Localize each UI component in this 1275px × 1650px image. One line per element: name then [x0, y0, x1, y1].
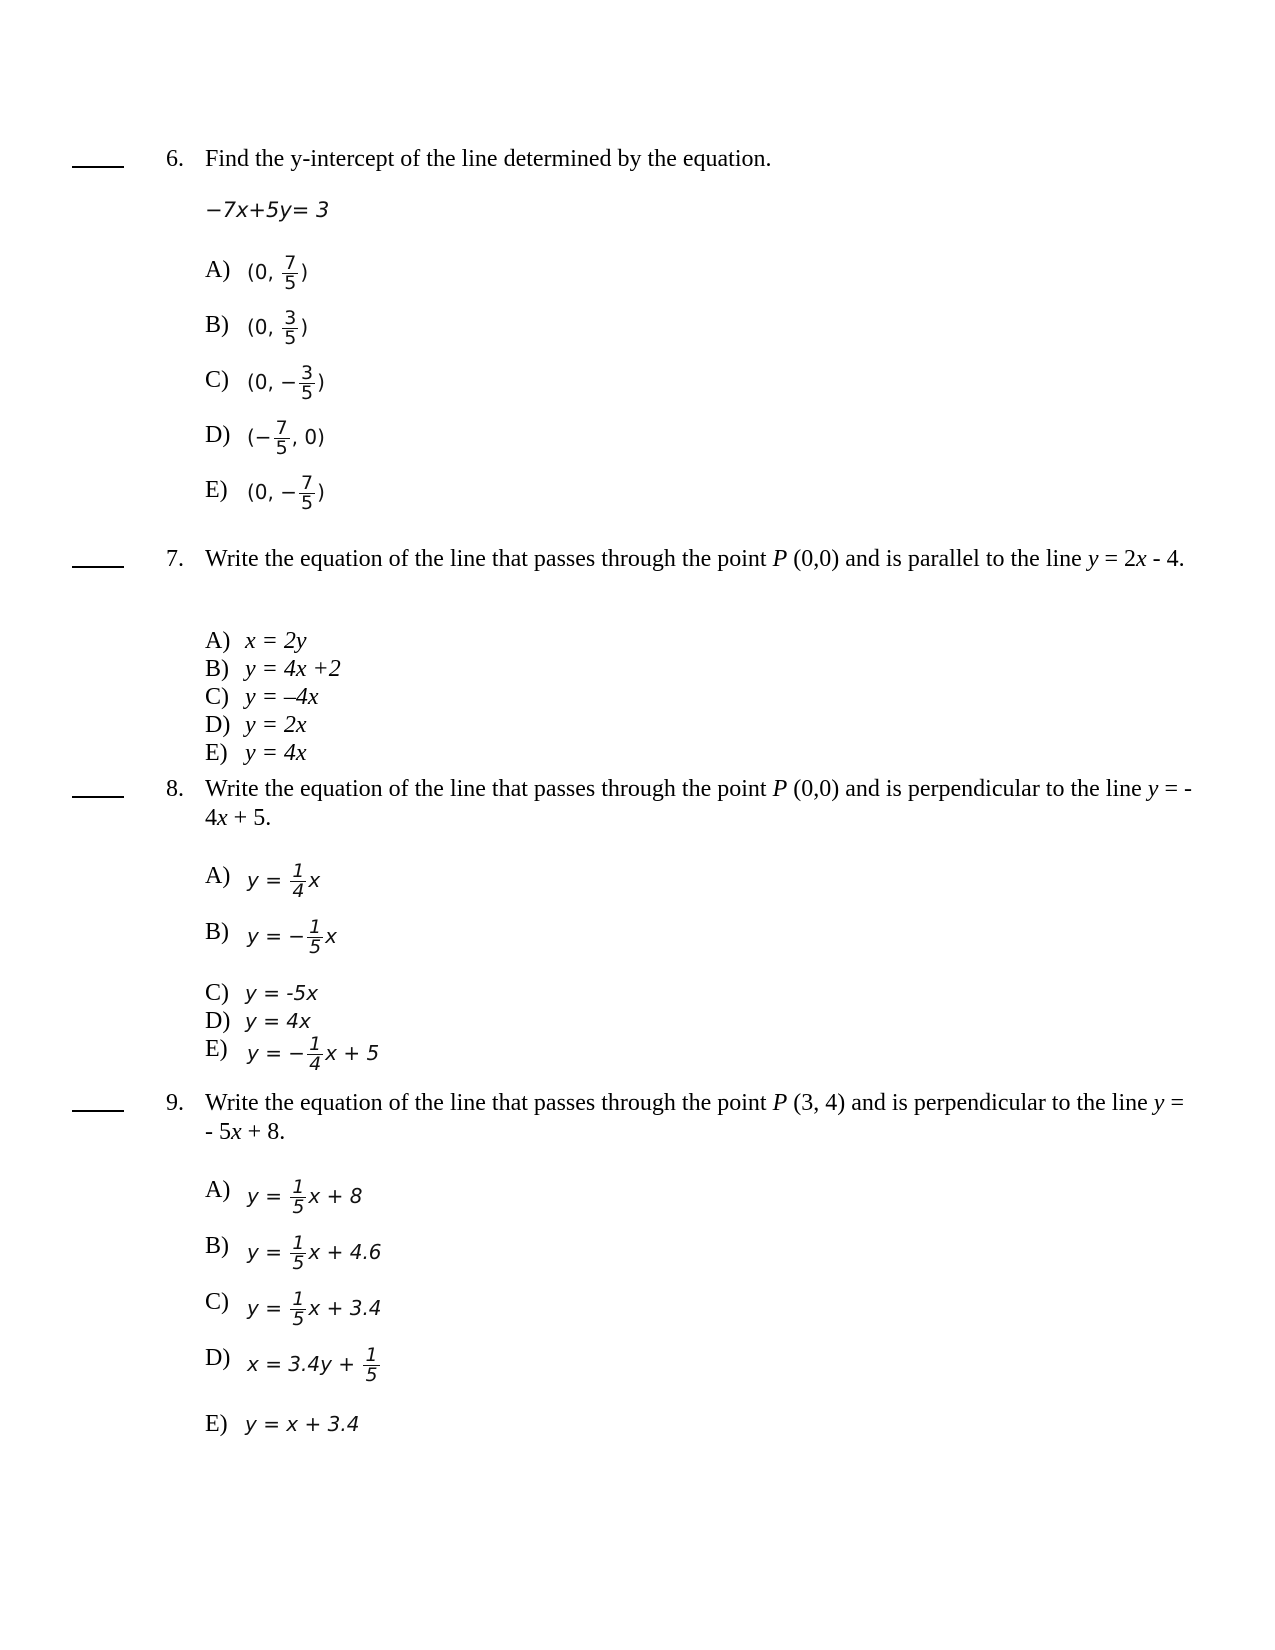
option-text: y = –4x: [245, 684, 319, 710]
option-e-math: (0, − $\frac{7}{5}$ ): [247, 472, 325, 514]
option-e[interactable]: [205, 1035, 245, 1063]
option-d[interactable]: [205, 1007, 311, 1035]
option-letter: E): [205, 1036, 228, 1062]
question-number: 6.: [166, 146, 184, 172]
option-a[interactable]: [205, 627, 307, 655]
question-number: 7.: [166, 546, 184, 572]
option-letter: A): [205, 1177, 231, 1203]
option-letter: C): [205, 367, 229, 393]
option-text: y = 4x: [245, 1009, 311, 1033]
option-letter: C): [205, 980, 229, 1006]
option-letter: E): [205, 740, 228, 766]
option-b-math: (0, $\frac{3}{5}$ ): [247, 307, 309, 349]
answer-blank[interactable]: [72, 796, 124, 798]
option-a-math: (0, $\frac{7}{5}$ ): [247, 252, 309, 294]
question-number: 8.: [166, 776, 184, 802]
question-stem: Find the y-intercept of the line determined by the equation.: [205, 146, 772, 172]
option-text: y = x + 3.4: [245, 1412, 360, 1436]
option-c[interactable]: [205, 366, 245, 394]
option-c[interactable]: [205, 683, 319, 711]
option-e-math: y = − $\frac{1}{4}$ x + 5: [247, 1033, 380, 1075]
option-text: y = 4x +2: [245, 656, 341, 682]
question-equation: −7x+5y= 3: [205, 198, 330, 222]
option-c[interactable]: [205, 979, 318, 1007]
option-c-math: y = $\frac{1}{5}$ x + 3.4: [247, 1288, 382, 1330]
option-letter: B): [205, 312, 229, 338]
option-a-math: y = $\frac{1}{5}$ x + 8: [247, 1176, 363, 1218]
option-letter: B): [205, 919, 229, 945]
option-d[interactable]: [205, 1344, 245, 1372]
option-d-math: (− $\frac{7}{5}$ , 0): [247, 417, 325, 459]
option-letter: E): [205, 1411, 228, 1437]
option-letter: D): [205, 422, 231, 448]
option-b[interactable]: [205, 655, 341, 683]
option-text: y = 2x: [245, 712, 307, 738]
option-e[interactable]: [205, 739, 307, 767]
option-letter: D): [205, 712, 231, 738]
option-b[interactable]: [205, 311, 245, 339]
option-a[interactable]: [205, 862, 245, 890]
option-b[interactable]: [205, 918, 245, 946]
option-letter: B): [205, 656, 229, 682]
option-a-math: y = $\frac{1}{4}$ x: [247, 860, 321, 902]
option-letter: D): [205, 1345, 231, 1371]
option-c-math: (0, − $\frac{3}{5}$ ): [247, 362, 325, 404]
option-d[interactable]: [205, 711, 307, 739]
option-e[interactable]: [205, 1410, 359, 1438]
question-number: 9.: [166, 1090, 184, 1116]
option-b-math: y = − $\frac{1}{5}$ x: [247, 916, 338, 958]
option-a[interactable]: [205, 1176, 245, 1204]
answer-blank[interactable]: [72, 1110, 124, 1112]
option-letter: A): [205, 628, 231, 654]
option-letter: C): [205, 1289, 229, 1315]
option-letter: D): [205, 1008, 231, 1034]
option-letter: C): [205, 684, 229, 710]
option-text: x = 2y: [245, 628, 307, 654]
option-b[interactable]: [205, 1232, 245, 1260]
option-text: y = 4x: [245, 740, 307, 766]
option-d-math: x = 3.4y + $\frac{1}{5}$: [247, 1344, 378, 1386]
option-b-math: y = $\frac{1}{5}$ x + 4.6: [247, 1232, 382, 1274]
option-a[interactable]: [205, 256, 245, 284]
question-stem: Write the equation of the line that passes through the point P (0,0) and is perpendicular to the line y = - 4x + 5.: [205, 776, 1192, 831]
option-e[interactable]: [205, 476, 245, 504]
option-text: y = -5x: [245, 981, 319, 1005]
option-d[interactable]: [205, 421, 245, 449]
question-stem: Write the equation of the line that passes through the point P (3, 4) and is perpendicular to the line y = - 5x + 8.: [205, 1090, 1184, 1145]
option-letter: A): [205, 863, 231, 889]
option-letter: B): [205, 1233, 229, 1259]
option-letter: A): [205, 257, 231, 283]
question-stem: Write the equation of the line that passes through the point P (0,0) and is parallel to the line y = 2x - 4.: [205, 546, 1185, 572]
answer-blank[interactable]: [72, 566, 124, 568]
option-c[interactable]: [205, 1288, 245, 1316]
option-letter: E): [205, 477, 228, 503]
answer-blank[interactable]: [72, 166, 124, 168]
